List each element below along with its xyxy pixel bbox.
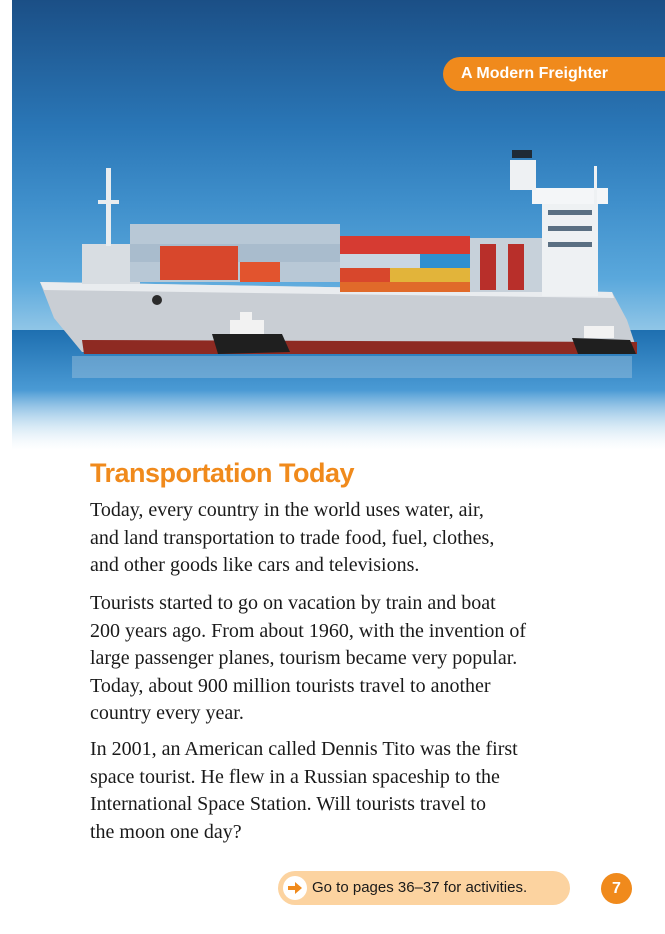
paragraph-line: 200 years ago. From about 1960, with the invention of xyxy=(90,619,527,642)
page-number: 7 xyxy=(601,873,632,904)
paragraph-line: Today, every country in the world uses water, air, xyxy=(90,499,484,521)
paragraph-line: and land transportation to trade food, fuel, clothes, xyxy=(90,526,495,549)
photo-caption: A Modern Freighter xyxy=(443,57,665,91)
paragraph-line: Tourists started to go on vacation by train and boat xyxy=(90,592,496,614)
paragraph-line: Today, about 900 million tourists travel to another xyxy=(90,674,491,697)
section-heading: Transportation Today xyxy=(90,458,355,488)
paragraph-line: International Space Station. Will tourists travel to xyxy=(90,793,486,815)
paragraph-1 xyxy=(90,497,630,580)
paragraph-line: country every year. xyxy=(90,702,244,724)
paragraph-line: large passenger planes, tourism became very popular. xyxy=(90,647,518,669)
paragraph-line: space tourist. He flew in a Russian spaceship to the xyxy=(90,765,500,788)
paragraph-3 xyxy=(90,736,630,846)
right-arrow-icon xyxy=(283,876,307,900)
paragraph-line: In 2001, an American called Dennis Tito was the first xyxy=(90,738,518,760)
activities-link[interactable] xyxy=(278,871,570,905)
activities-link-label: Go to pages 36–37 for activities. xyxy=(312,879,528,896)
paragraph-line: and other goods like cars and televisions. xyxy=(90,554,420,576)
paragraph-2 xyxy=(90,590,630,728)
paragraph-line: the moon one day? xyxy=(90,820,242,843)
freighter-photo xyxy=(12,0,665,450)
